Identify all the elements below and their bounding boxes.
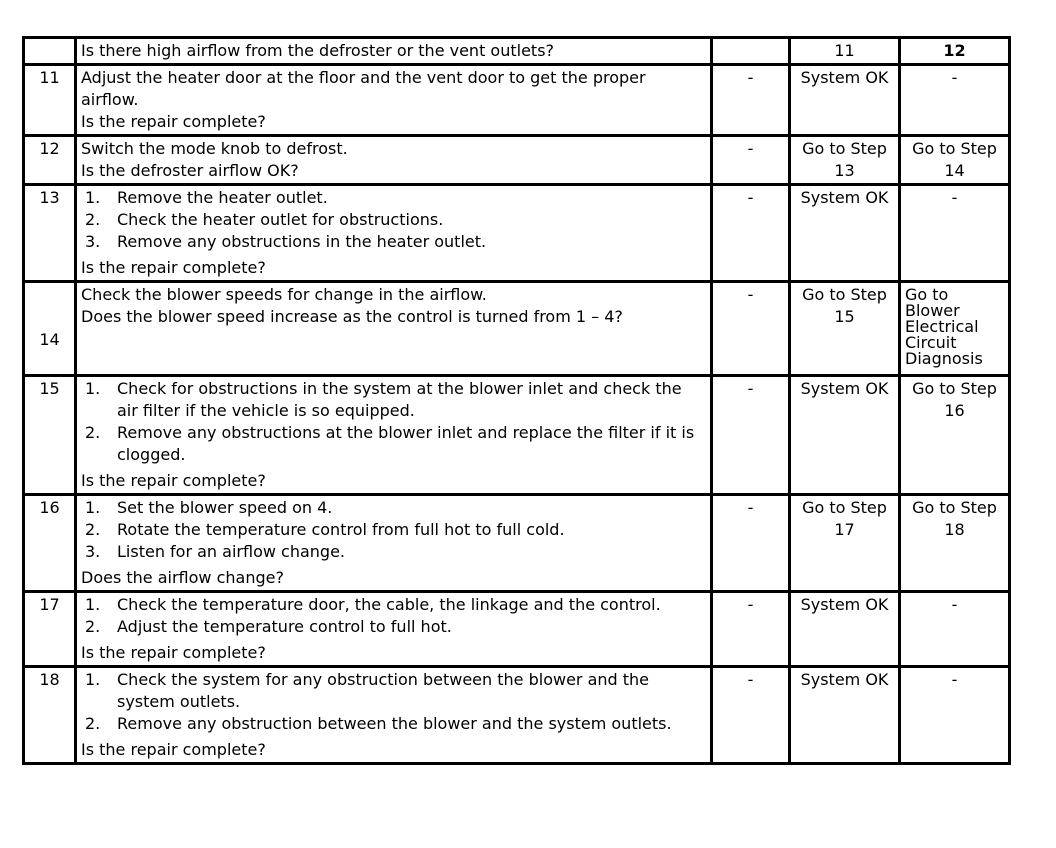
no-cell: Go to Blower Electrical Circuit Diagnosis [900, 282, 1010, 376]
step-number: 11 [24, 65, 76, 136]
table-row [24, 376, 1010, 495]
yes-cell: Go to Step 13 [790, 136, 900, 185]
action-cell [76, 667, 712, 764]
question-text: Is the defroster airflow OK? [81, 161, 299, 180]
list-item: 1. Check the temperature door, the cable, the linkage and the control. [85, 595, 661, 614]
yes-cell: Go to Step 17 [790, 495, 900, 592]
no-cell: Go to Step 14 [900, 136, 1010, 185]
question-text: Is there high airflow from the defroster or the vent outlets? [81, 41, 555, 60]
question-text: Is the repair complete? [81, 258, 266, 277]
value-cell: - [712, 667, 790, 764]
value-cell: - [712, 185, 790, 282]
step-list [81, 187, 706, 253]
list-item: 2. Rotate the temperature control from full hot to full cold. [85, 520, 565, 539]
no-cell: - [900, 185, 1010, 282]
table-row [24, 65, 1010, 136]
value-cell: - [712, 136, 790, 185]
value-cell: - [712, 592, 790, 667]
action-text: Switch the mode knob to defrost. [81, 139, 348, 158]
list-item: 1. Remove the heater outlet. [85, 188, 328, 207]
action-cell [76, 592, 712, 667]
question-text: Does the blower speed increase as the control is turned from 1 – 4? [81, 307, 623, 326]
list-item: 3. Listen for an airflow change. [85, 542, 345, 561]
list-item: 1. Check for obstructions in the system at the blower inlet and check the air filter if the vehicle is so equipped. [85, 379, 682, 420]
list-item: 1. Set the blower speed on 4. [85, 498, 333, 517]
no-cell: - [900, 667, 1010, 764]
action-cell [76, 376, 712, 495]
no-cell: Go to Step 16 [900, 376, 1010, 495]
action-cell [76, 495, 712, 592]
table-row [24, 495, 1010, 592]
yes-cell: 11 [790, 38, 900, 65]
list-item: 2. Remove any obstructions at the blower inlet and replace the filter if it is clogged. [85, 423, 695, 464]
table-row [24, 185, 1010, 282]
table-row [24, 592, 1010, 667]
step-list [81, 594, 706, 638]
value-cell: - [712, 65, 790, 136]
action-cell [76, 65, 712, 136]
list-item: 2. Check the heater outlet for obstructions. [85, 210, 444, 229]
step-number: 18 [24, 667, 76, 764]
table-row [24, 667, 1010, 764]
value-cell: - [712, 495, 790, 592]
list-item: 3. Remove any obstructions in the heater outlet. [85, 232, 487, 251]
no-cell: - [900, 592, 1010, 667]
table-row [24, 282, 1010, 376]
yes-cell: System OK [790, 376, 900, 495]
list-item: 2. Remove any obstruction between the blower and the system outlets. [85, 714, 672, 733]
yes-cell: System OK [790, 592, 900, 667]
question-text: Does the airflow change? [81, 568, 284, 587]
step-number: 16 [24, 495, 76, 592]
step-number: 12 [24, 136, 76, 185]
list-item: 1. Check the system for any obstruction between the blower and the system outlets. [85, 670, 650, 711]
question-text: Is the repair complete? [81, 112, 266, 131]
action-cell [76, 38, 712, 65]
question-text: Is the repair complete? [81, 471, 266, 490]
question-text: Is the repair complete? [81, 643, 266, 662]
step-list [81, 378, 706, 466]
value-cell [712, 38, 790, 65]
step-number [24, 38, 76, 65]
question-text: Is the repair complete? [81, 740, 266, 759]
yes-cell: System OK [790, 65, 900, 136]
action-text: Check the blower speeds for change in the airflow. [81, 285, 487, 304]
diagnostic-table [22, 36, 1011, 765]
step-number: 17 [24, 592, 76, 667]
action-text: Adjust the heater door at the floor and the vent door to get the proper airflow. [81, 68, 646, 109]
yes-cell: Go to Step 15 [790, 282, 900, 376]
yes-cell: System OK [790, 185, 900, 282]
table-row [24, 38, 1010, 65]
action-cell [76, 185, 712, 282]
step-number: 14 [24, 282, 76, 376]
list-item: 2. Adjust the temperature control to full hot. [85, 617, 452, 636]
no-cell: - [900, 65, 1010, 136]
step-number: 13 [24, 185, 76, 282]
step-list [81, 669, 706, 735]
value-cell: - [712, 376, 790, 495]
value-cell: - [712, 282, 790, 376]
yes-cell: System OK [790, 667, 900, 764]
action-cell [76, 282, 712, 376]
table-row [24, 136, 1010, 185]
no-cell: Go to Step 18 [900, 495, 1010, 592]
step-list [81, 497, 706, 563]
no-cell: 12 [900, 38, 1010, 65]
step-number: 15 [24, 376, 76, 495]
action-cell [76, 136, 712, 185]
